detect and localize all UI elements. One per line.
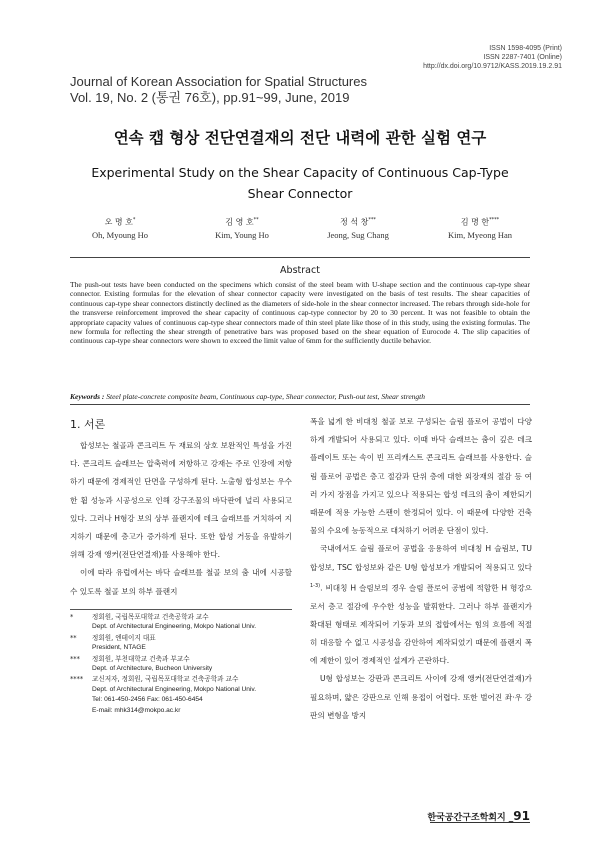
abstract-heading: Abstract bbox=[280, 265, 320, 276]
body-left-column bbox=[70, 437, 292, 601]
footnote-mark: **** bbox=[70, 675, 84, 684]
author-4 bbox=[420, 214, 540, 242]
footnote-mark: ** bbox=[70, 633, 77, 642]
author-mark: **** bbox=[489, 217, 500, 223]
title-english-line1: Experimental Study on the Shear Capacity of Continuous Cap-Type bbox=[91, 165, 509, 180]
journal-name: Journal of Korean Association for Spatial Structures bbox=[70, 74, 367, 89]
author-name-ko: 김 명 한 bbox=[460, 217, 490, 227]
page-footer bbox=[427, 809, 530, 823]
footnote-en: President, NTAGE bbox=[92, 644, 146, 652]
footer-rule bbox=[430, 822, 530, 823]
author-name-en: Oh, Myoung Ho bbox=[92, 229, 148, 240]
author-mark: ** bbox=[253, 217, 259, 223]
author-name-ko: 오 명 호 bbox=[104, 217, 133, 227]
footer-journal-label: 한국공간구조학회지 _ bbox=[427, 813, 514, 823]
footnote-en: Dept. of Architectural Engineering, Mokpo National Univ. bbox=[92, 623, 257, 631]
footnote-mark: *** bbox=[70, 654, 80, 663]
contact-tel: Tel: 061-450-2456 Fax: 061-450-6454 bbox=[92, 696, 203, 704]
issn-online: ISSN 2287-7401 (Online) bbox=[483, 54, 562, 61]
paragraph bbox=[310, 540, 532, 670]
paragraph: U형 합성보는 강판과 콘크리트 사이에 강재 앵커(전단연결재)가 필요하며, 얇은 강판으로 인해 용접이 어렵다. 또한 벌어진 좌·우 강판의 변형을 방지 bbox=[310, 674, 532, 720]
footnotes bbox=[70, 612, 295, 716]
keywords-label: Keywords : bbox=[70, 392, 107, 401]
section-heading: 1. 서론 bbox=[70, 418, 106, 431]
author-name-ko: 정 석 창 bbox=[340, 217, 369, 227]
title-korean: 연속 캡 형상 전단연결재의 전단 내력에 관한 실험 연구 bbox=[113, 129, 487, 147]
author-name-en: Kim, Young Ho bbox=[215, 229, 269, 240]
issn-block bbox=[423, 44, 562, 71]
author-1 bbox=[60, 214, 180, 242]
abstract-bottom-rule bbox=[70, 404, 530, 405]
author-name-ko: 김 영 호 bbox=[225, 217, 254, 227]
body-right-column bbox=[310, 413, 532, 725]
footnote-ko: 정회원, 국립목포대학교 건축공학과 교수 bbox=[92, 613, 209, 621]
keywords-list: Steel plate-concrete composite beam, Continuous cap-type, Shear connector, Push-out test, Shear strength bbox=[106, 392, 425, 401]
footnote-ko: 교신저자, 정회원, 국립목포대학교 건축공학과 교수 bbox=[92, 675, 239, 684]
page-number: 91 bbox=[513, 809, 530, 823]
author-mark: * bbox=[132, 217, 136, 223]
footnote bbox=[70, 612, 295, 633]
volume-info: Vol. 19, No. 2 (통권 76호), pp.91~99, June, 2019 bbox=[70, 90, 350, 105]
abstract-top-rule bbox=[70, 257, 530, 258]
author-3 bbox=[298, 214, 418, 242]
footnote-en: Dept. of Architectural Engineering, Mokpo National Univ. bbox=[92, 685, 257, 693]
doi-link[interactable]: http://dx.doi.org/10.9712/KASS.2019.19.2.91 bbox=[423, 63, 562, 70]
title-english bbox=[60, 162, 540, 204]
paragraph: 폭을 넓게 한 비대칭 철골 보로 구성되는 슬림 플로어 공법이 다양하게 개발되어 사용되고 있다. 이때 바닥 슬래브는 춤이 깊은 데크 플레이트 또는 속이 빈 프리캐스트 콘크리트 슬래브를 사용한다. 슬림 플로어 공법은 층고 절감과 단위 층에 대한 외장재의 절감 등 여러 가지 장점을 가지고 있으나 적용되는 합성 데크의 춤이 제한되기 때문에 적용 가능한 스팬이 한정되어 있다. 이 때문에 다양한 건축물의 수요에 능동적으로 대처하기 어려운 단점이 있다. bbox=[310, 417, 532, 536]
keywords-line bbox=[70, 392, 540, 401]
footnote-rule bbox=[70, 609, 292, 610]
footnote bbox=[70, 674, 295, 716]
author-mark: *** bbox=[368, 217, 376, 223]
reference-mark: 1-3) bbox=[310, 582, 321, 589]
issn-print: ISSN 1598-4095 (Print) bbox=[489, 45, 562, 52]
author-name-en: Jeong, Sug Chang bbox=[327, 229, 389, 240]
footnote-en: Dept. of Architecture, Bucheon University bbox=[92, 665, 213, 673]
footnote bbox=[70, 633, 295, 654]
title-english-line2: Shear Connector bbox=[247, 186, 353, 201]
paragraph-text: . 비대칭 H 슬림보의 경우 슬림 플로어 공법에 적합한 H 형강으로서 층고 절감에 우수한 성능을 발휘한다. 그러나 하부 플랜지가 확대된 형태로 제작되어 기둥과 보의 접합에서는 힘의 흐름에 적절히 대응할 수 없고 시공성을 감안하여 제작되었기 때문에 플랜지 폭에 제한이 있어 경제적인 설계가 곤란하다. bbox=[310, 583, 532, 666]
contact-email[interactable]: E-mail: mhk314@mokpo.ac.kr bbox=[92, 706, 181, 714]
paragraph: 합성보는 철골과 콘크리트 두 재료의 상호 보완적인 특성을 가진다. 콘크리트 슬래브는 압축력에 저항하고 강재는 주로 인장에 저항하기 때문에 경제적인 단면을 구성하게 된다. 노출형 합성보는 우수한 휨 성능과 시공성으로 인해 강구조물의 바닥판에 널리 사용되고 있다. 그러나 H형강 보의 상부 플랜지에 데크 슬래브를 거치하여 지지하기 때문에 층고가 증가하게 된다. 또한 합성 거동을 유발하기 위해 강재 앵커(전단연결재)를 사용해야 한다. bbox=[70, 441, 292, 560]
footnote-ko: 정회원, 엔테이지 대표 bbox=[92, 633, 156, 642]
author-name-en: Kim, Myeong Han bbox=[448, 229, 512, 240]
abstract-text: The push-out tests have been conducted on the specimens which consist of the steel beam with U-shape section and the continuous cap-type shear connector. Existing formulas for the elevation of shear connector capacity were investigated on the basis of test results. The shear capacities of continuous cap-type shear connectors distinctly declined as the diameters of side-hole in the shear connector increased. The rebars through side-hole for the transverse reinforcement improved the shear capacity of continuous cap-type connector by 20 to 30 percent. It was not feasible to obtain the appropriate capacity values of continuous cap-type shear connectors made of thin steel plate like those of in this study, using the existing formulas. The new formula for reflecting the shear strength of penetrative bars was proposed based on the shear equation of Eurocode 4. The slip capacities of continuous cap-type shear connectors were shown to exceed the limit value of 6mm for the sufficiently ductile behavior. bbox=[70, 280, 530, 346]
footnote bbox=[70, 654, 295, 675]
footnote-ko: 정회원, 부천대학교 건축과 부교수 bbox=[92, 654, 190, 663]
author-2 bbox=[182, 214, 302, 242]
footnote-mark: * bbox=[70, 613, 74, 621]
paragraph: 이에 따라 유럽에서는 바닥 슬래브를 철골 보의 춤 내에 시공할 수 있도록 철골 보의 하부 플랜지 bbox=[70, 568, 292, 596]
paragraph-text: 국내에서도 슬림 플로어 공법을 응용하여 비대칭 H 슬림보, TU 합성보, TSC 합성보와 같은 U형 합성보가 개발되어 적용되고 있다 bbox=[310, 544, 532, 572]
journal-header bbox=[70, 74, 367, 106]
